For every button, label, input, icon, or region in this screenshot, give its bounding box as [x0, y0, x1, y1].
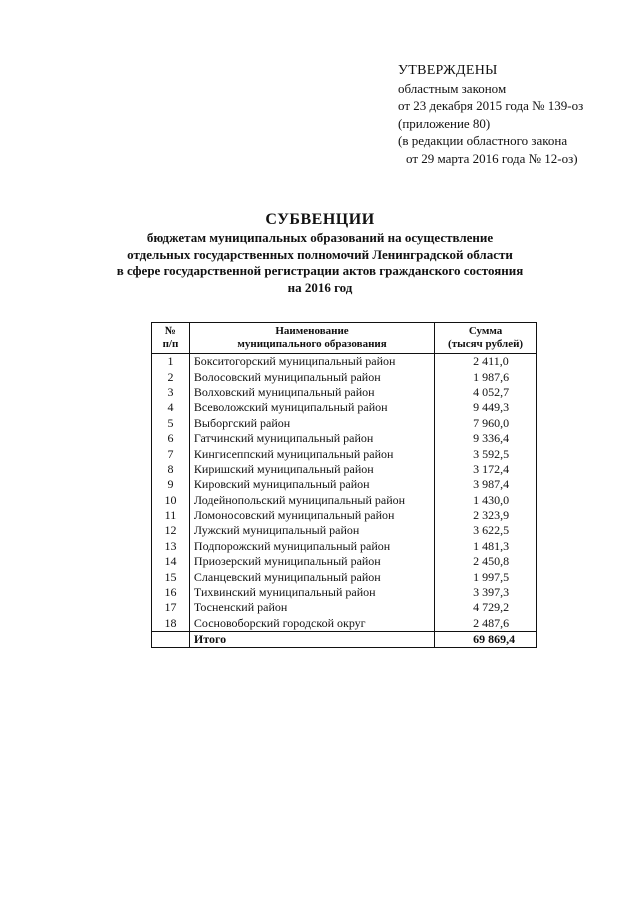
row-num: 18 [152, 616, 190, 632]
row-sum: 1 430,0 [435, 493, 537, 508]
approval-line: от 29 марта 2016 года № 12-оз) [406, 150, 578, 166]
heading-line: в сфере государственной регистрации актов гражданского состояния [116, 263, 524, 278]
table-row [152, 493, 537, 508]
table-row [152, 569, 537, 584]
approval-line: (в редакции областного закона [398, 133, 568, 148]
row-num: 9 [152, 477, 190, 492]
row-sum: 1 997,5 [435, 569, 537, 584]
row-num: 14 [152, 554, 190, 569]
row-sum: 3 622,5 [435, 523, 537, 538]
row-num: 17 [152, 600, 190, 615]
table-row [152, 554, 537, 569]
row-name: Сосновоборский городской округ [189, 616, 434, 632]
table-row [152, 585, 537, 600]
table-row [152, 354, 537, 370]
row-name: Подпорожский муниципальный район [189, 539, 434, 554]
table-row [152, 508, 537, 523]
row-num: 8 [152, 462, 190, 477]
table-row [152, 369, 537, 384]
row-name: Гатчинский муниципальный район [189, 431, 434, 446]
row-name: Кингисеппский муниципальный район [189, 446, 434, 461]
subsidies-table [151, 322, 537, 648]
row-sum: 9 336,4 [435, 431, 537, 446]
row-num: 1 [152, 354, 190, 370]
row-num: 12 [152, 523, 190, 538]
row-num: 6 [152, 431, 190, 446]
row-name: Приозерский муниципальный район [189, 554, 434, 569]
row-num: 7 [152, 446, 190, 461]
table-row [152, 616, 537, 632]
row-num: 2 [152, 369, 190, 384]
row-name: Волосовский муниципальный район [189, 369, 434, 384]
row-sum: 4 729,2 [435, 600, 537, 615]
approval-line: (приложение 80) [398, 115, 491, 131]
row-sum: 2 411,0 [435, 354, 537, 370]
heading-line: отдельных государственных полномочий Ленинградской области [127, 246, 513, 262]
table-row [152, 431, 537, 446]
row-name: Тихвинский муниципальный район [189, 585, 434, 600]
row-num: 10 [152, 493, 190, 508]
approval-stamp [398, 62, 583, 167]
document-heading [0, 210, 640, 296]
row-name: Кировский муниципальный район [189, 477, 434, 492]
header-num: № п/п [152, 323, 190, 354]
row-sum: 2 487,6 [435, 616, 537, 632]
approval-line: от 23 декабря 2015 года № 139-оз [398, 98, 584, 113]
table-row [152, 539, 537, 554]
table-row [152, 385, 537, 400]
table-header-row [152, 323, 537, 354]
table-row [152, 416, 537, 431]
row-sum: 1 481,3 [435, 539, 537, 554]
row-num: 13 [152, 539, 190, 554]
row-name: Волховский муниципальный район [189, 385, 434, 400]
row-sum: 2 323,9 [435, 508, 537, 523]
approval-title: УТВЕРЖДЕНЫ [398, 63, 498, 78]
row-sum: 3 172,4 [435, 462, 537, 477]
row-sum: 3 987,4 [435, 477, 537, 492]
table-total-row [152, 632, 537, 648]
row-num: 15 [152, 569, 190, 584]
header-name: Наименование муниципального образования [189, 323, 434, 354]
heading-line: бюджетам муниципальных образований на осуществление [146, 230, 494, 245]
table-row [152, 600, 537, 615]
table-row [152, 446, 537, 461]
total-sum: 69 869,4 [435, 632, 537, 648]
row-sum: 1 987,6 [435, 369, 537, 384]
total-label: Итого [189, 632, 434, 648]
table-row [152, 400, 537, 415]
table-row [152, 477, 537, 492]
total-num-cell [152, 632, 190, 648]
header-sum: Сумма (тысяч рублей) [435, 323, 537, 354]
row-name: Лодейнопольский муниципальный район [189, 493, 434, 508]
row-name: Лужский муниципальный район [189, 523, 434, 538]
row-name: Выборгский район [189, 416, 434, 431]
row-name: Сланцевский муниципальный район [189, 569, 434, 584]
row-name: Тосненский район [189, 600, 434, 615]
table-row [152, 523, 537, 538]
row-sum: 3 397,3 [435, 585, 537, 600]
row-sum: 9 449,3 [435, 400, 537, 415]
row-num: 16 [152, 585, 190, 600]
row-name: Ломоносовский муниципальный район [189, 508, 434, 523]
heading-line: на 2016 год [287, 279, 353, 295]
row-num: 5 [152, 416, 190, 431]
table-row [152, 462, 537, 477]
row-name: Всеволожский муниципальный район [189, 400, 434, 415]
row-name: Киришский муниципальный район [189, 462, 434, 477]
approval-line: областным законом [398, 80, 507, 96]
row-num: 11 [152, 508, 190, 523]
row-sum: 3 592,5 [435, 446, 537, 461]
row-sum: 7 960,0 [435, 416, 537, 431]
row-name: Бокситогорский муниципальный район [189, 354, 434, 370]
row-sum: 4 052,7 [435, 385, 537, 400]
row-num: 4 [152, 400, 190, 415]
row-sum: 2 450,8 [435, 554, 537, 569]
document-title: СУБВЕНЦИИ [265, 211, 375, 228]
row-num: 3 [152, 385, 190, 400]
